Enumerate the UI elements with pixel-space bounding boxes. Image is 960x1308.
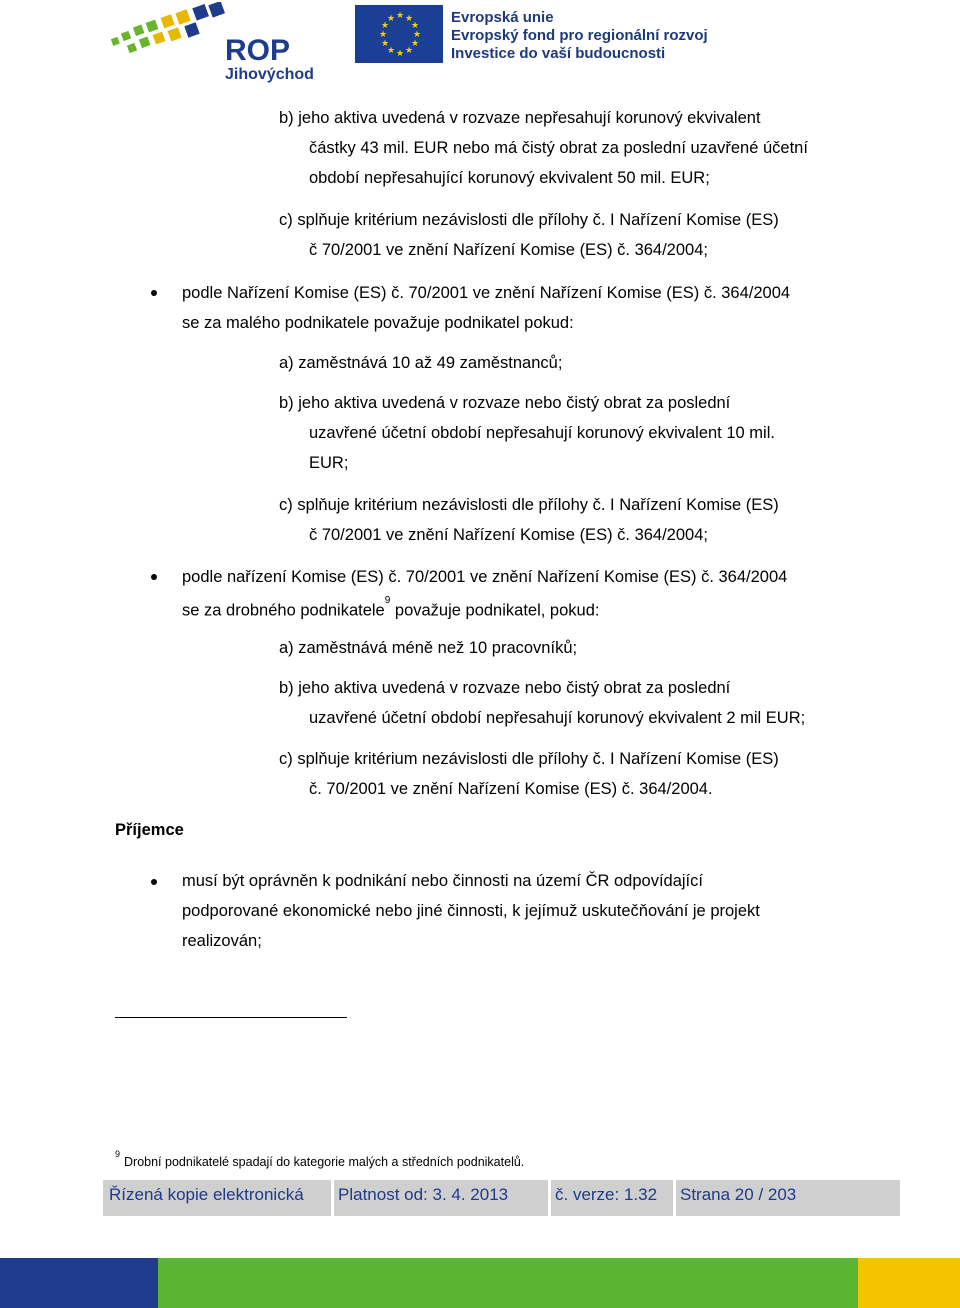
bullet-icon bbox=[151, 290, 157, 296]
svg-text:★: ★ bbox=[405, 46, 414, 56]
eu-caption bbox=[451, 9, 708, 63]
small-item-b-line: b) jeho aktiva uvedená v rozvaze nebo čistý obrat za poslední bbox=[279, 394, 731, 412]
footnote-ref: 9 bbox=[384, 595, 391, 606]
micro-intro-line: podle nařízení Komise (ES) č. 70/2001 ve znění Nařízení Komise (ES) č. 364/2004 bbox=[182, 568, 788, 586]
svg-text:★: ★ bbox=[379, 30, 388, 40]
svg-text:★: ★ bbox=[413, 30, 422, 40]
svg-text:★: ★ bbox=[396, 49, 405, 59]
footer-validity: Platnost od: 3. 4. 2013 bbox=[338, 1185, 509, 1204]
micro-intro-line: se za drobného podnikatele$^9$ považuje podnikatel, pokud: bbox=[182, 595, 600, 620]
recipient-line: realizován; bbox=[182, 932, 262, 950]
small-item-c-line: č 70/2001 ve znění Nařízení Komise (ES) č. 364/2004; bbox=[309, 526, 708, 544]
bullet-icon bbox=[151, 879, 157, 885]
list-item-c-line: č 70/2001 ve znění Nařízení Komise (ES) č. 364/2004; bbox=[309, 241, 708, 259]
rop-logo-sub: Jihovýchod bbox=[225, 66, 314, 83]
list-item-b-line: b) jeho aktiva uvedená v rozvaze nepřesahují korunový ekvivalent bbox=[279, 109, 761, 127]
svg-text:★: ★ bbox=[381, 39, 390, 49]
svg-text:★: ★ bbox=[387, 46, 396, 56]
small-intro-line: podle Nařízení Komise (ES) č. 70/2001 ve znění Nařízení Komise (ES) č. 364/2004 bbox=[182, 284, 791, 302]
micro-item-b-line: uzavřené účetní období nepřesahují korunový ekvivalent 2 mil EUR; bbox=[309, 709, 806, 727]
eu-line: Investice do vaší budoucnosti bbox=[451, 45, 666, 62]
small-item-c-line: c) splňuje kritérium nezávislosti dle přílohy č. I Nařízení Komise (ES) bbox=[279, 496, 779, 514]
small-item-b-line: uzavřené účetní období nepřesahují korunový ekvivalent 10 mil. bbox=[309, 424, 775, 442]
recipient-line: musí být oprávněn k podnikání nebo činnosti na území ČR odpovídající bbox=[182, 872, 703, 890]
footer-copy: Řízená kopie elektronická bbox=[109, 1185, 304, 1204]
small-intro-line: se za malého podnikatele považuje podnikatel pokud: bbox=[182, 314, 574, 332]
svg-text:★: ★ bbox=[381, 21, 390, 31]
list-item-b-line: částky 43 mil. EUR nebo má čistý obrat za poslední uzavřené účetní bbox=[309, 139, 808, 157]
eu-line: Evropská unie bbox=[451, 9, 554, 26]
section-heading: Příjemce bbox=[115, 821, 184, 839]
eu-line: Evropský fond pro regionální rozvoj bbox=[451, 27, 708, 44]
bullet-icon bbox=[151, 574, 157, 580]
rop-logo bbox=[110, 2, 320, 84]
list-item-c-line: c) splňuje kritérium nezávislosti dle přílohy č. I Nařízení Komise (ES) bbox=[279, 211, 779, 229]
recipient-line: podporované ekonomické nebo jiné činnosti, k jejímuž uskutečňování je projekt bbox=[182, 902, 760, 920]
bottom-strip-blue bbox=[0, 1258, 158, 1308]
svg-text:★: ★ bbox=[405, 14, 414, 24]
footer-page: Strana 20 / 203 bbox=[680, 1185, 797, 1204]
bottom-strip-yellow bbox=[858, 1258, 960, 1308]
small-item-b-line: EUR; bbox=[309, 454, 349, 472]
svg-text:★: ★ bbox=[411, 21, 420, 31]
footnote: $^9$Drobní podnikatelé spadají do kategorie malých a středních podnikatelů. bbox=[115, 1149, 525, 1170]
rop-logo-main: ROP bbox=[225, 34, 291, 67]
svg-text:★: ★ bbox=[396, 11, 405, 21]
bottom-strip-green bbox=[158, 1258, 858, 1308]
svg-text:★: ★ bbox=[387, 14, 396, 24]
micro-item-b-line: b) jeho aktiva uvedená v rozvaze nebo čistý obrat za poslední bbox=[279, 679, 731, 697]
eu-flag-icon bbox=[355, 5, 443, 63]
footer-version: č. verze: 1.32 bbox=[555, 1185, 658, 1204]
small-item-a: a) zaměstnává 10 až 49 zaměstnanců; bbox=[279, 354, 563, 372]
footnote-rule bbox=[115, 1017, 347, 1018]
micro-item-c-line: c) splňuje kritérium nezávislosti dle přílohy č. I Nařízení Komise (ES) bbox=[279, 750, 779, 768]
svg-text:★: ★ bbox=[411, 39, 420, 49]
micro-item-c-line: č. 70/2001 ve znění Nařízení Komise (ES) č. 364/2004. bbox=[309, 780, 713, 798]
list-item-b-line: období nepřesahující korunový ekvivalent 50 mil. EUR; bbox=[309, 169, 710, 187]
micro-item-a: a) zaměstnává méně než 10 pracovníků; bbox=[279, 639, 578, 657]
